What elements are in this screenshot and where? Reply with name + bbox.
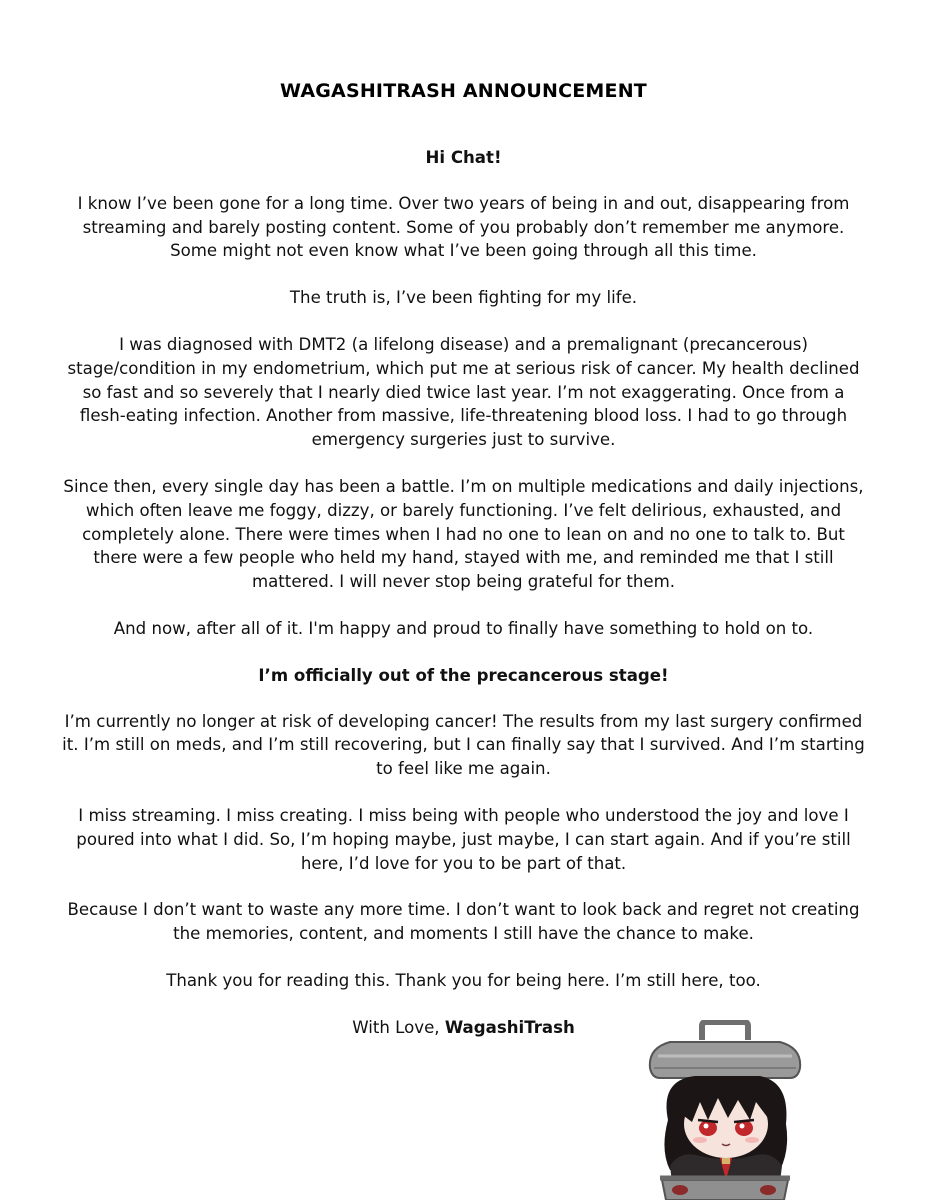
paragraph: The truth is, I’ve been fighting for my life. xyxy=(289,288,638,308)
greeting: Hi Chat! xyxy=(425,148,502,167)
highlight-statement: I’m officially out of the precancerous stage! xyxy=(258,665,669,685)
paragraph: I’m currently no longer at risk of developing cancer! The results from my last surgery confirmed it. I’m still on meds, and I’m still recovering, but I can finally say that I survived. And I’m starting to feel like me again. xyxy=(62,711,865,779)
paragraph: I was diagnosed with DMT2 (a lifelong disease) and a premalignant (precancerous) stage/condition in my endometrium, which put me at serious risk of cancer. My health declined so fast and so severely that I nearly died twice last year. I’m not exaggerating. Once from a flesh-eating infection. Another from massive, life-threatening blood loss. I had to go through emergency surgeries just to survive. xyxy=(67,334,860,450)
paragraph: And now, after all of it. I'm happy and proud to finally have something to hold on to. xyxy=(113,618,814,638)
paragraph: Since then, every single day has been a battle. I’m on multiple medications and daily injections, which often leave me foggy, dizzy, or barely functioning. I’ve felt delirious, exhausted, and completely alone. There were times when I had no one to lean on and no one to talk to. But there were a few people who held my hand, stayed with me, and reminded me that I still mattered. I will never stop being grateful for them. xyxy=(63,476,864,592)
signoff-prefix: With Love, xyxy=(352,1017,445,1037)
paragraph: I miss streaming. I miss creating. I miss being with people who understood the joy and love I poured into what I did. So, I’m hoping maybe, just maybe, I can start again. And if you’re still here, I’d love for you to be part of that. xyxy=(76,805,851,873)
announcement-body xyxy=(60,146,867,1063)
paragraph: I know I’ve been gone for a long time. Over two years of being in and out, disappearing from streaming and barely posting content. Some of you probably don’t remember me anymore. Some might not even know what I’ve been going through all this time. xyxy=(77,193,850,261)
paragraph: Thank you for reading this. Thank you for being here. I’m still here, too. xyxy=(166,970,761,990)
signoff-name: WagashiTrash xyxy=(444,1017,575,1037)
paragraph: Because I don’t want to waste any more time. I don’t want to look back and regret not creating the memories, content, and moments I still have the chance to make. xyxy=(67,900,860,944)
announcement-title: WAGASHITRASH ANNOUNCEMENT xyxy=(280,80,647,102)
trash-can-mascot-icon xyxy=(640,1020,810,1200)
